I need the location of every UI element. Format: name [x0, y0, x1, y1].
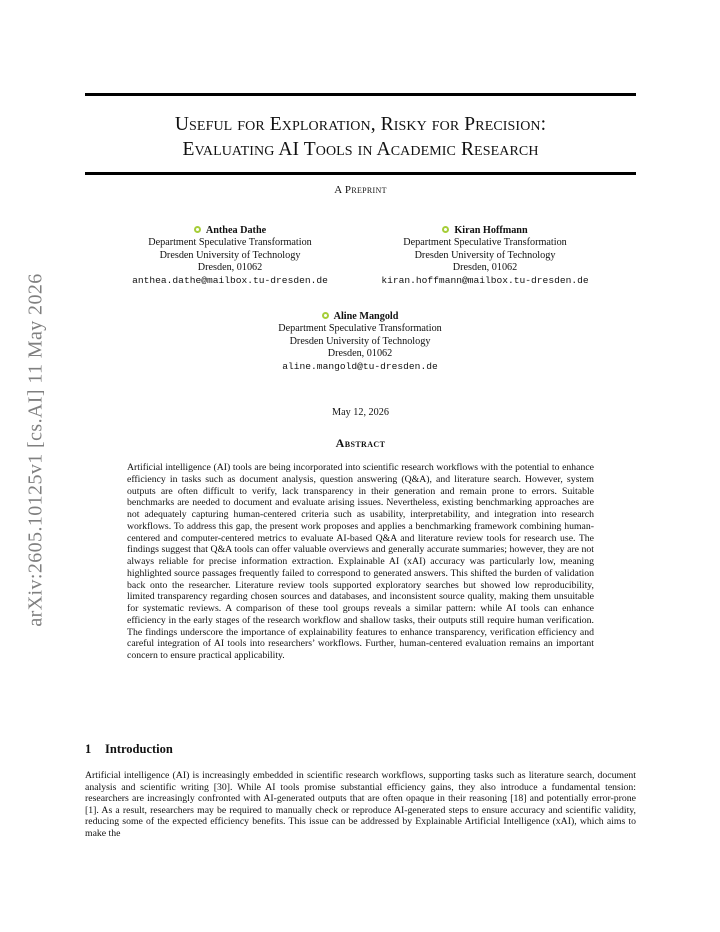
arxiv-identifier: arXiv:2605.10125v1 [cs.AI] 11 May 2026: [24, 273, 47, 627]
publication-date: May 12, 2026: [332, 407, 389, 418]
author-department: Department Speculative Transformation: [148, 237, 312, 249]
abstract-text: Artificial intelligence (AI) tools are being incorporated into scientific research workflows with the potential to enhance efficiency in tasks such as document analysis, question answering (Q&A), and literature search. However, system outputs are often difficult to verify, lack transparency in their generation and remain prone to errors. Suitable benchmarks are needed to document and evaluate arising issues. Nevertheless, existing benchmarking approaches are not adequately capturing human-centered criteria such as usability, interpretability, and integration into research workflows. To address this gap, the present work proposes and applies a benchmarking framework combining human-centered and computer-centered metrics to evaluate AI-based Q&A and literature review tools for research use. The findings suggest that Q&A tools can offer valuable overviews and generally accurate summaries; however, they are not always reliable for precise information extraction. Explainable AI (xAI) accuracy was particularly low, meaning highlighted source passages frequently failed to correspond to generated answers. This shifted the burden of validation back onto the researcher. Literature review tools supported exploratory searches but showed low reproducibility, limited transparency regarding chosen sources and databases, and inconsistent source quality, making them unsuitable for systematic reviews. A comparison of these tool groups reveals a similar pattern: while AI tools can enhance efficiency in the early stages of the research workflow and shallow tasks, their outputs still require human verification. The findings underscore the importance of explainability features to enhance transparency, verification efficiency and careful integration of AI tools into researchers’ workflows. Further, human-centered evaluation remains an important concern to ensure practical applicability.: [127, 462, 594, 661]
title-line-2: Evaluating AI Tools in Academic Research: [182, 139, 539, 160]
author-email[interactable]: anthea.dathe@mailbox.tu-dresden.de: [132, 274, 328, 286]
author-university: Dresden University of Technology: [414, 249, 556, 261]
orcid-icon[interactable]: [322, 312, 329, 319]
author-university: Dresden University of Technology: [159, 249, 301, 261]
orcid-icon[interactable]: [442, 226, 449, 233]
title-line-1: Useful for Exploration, Risky for Precision:: [174, 114, 547, 135]
author-block-mangold: [240, 311, 480, 373]
title-top-rule: [85, 93, 636, 96]
section-number: 1: [85, 742, 92, 756]
author-name: Anthea Dathe: [205, 225, 267, 236]
author-city: Dresden, 01062: [452, 262, 518, 274]
author-city: Dresden, 01062: [197, 262, 263, 274]
abstract-heading: Abstract: [335, 436, 386, 450]
author-email[interactable]: aline.mangold@tu-dresden.de: [282, 360, 438, 372]
author-city: Dresden, 01062: [327, 348, 393, 360]
author-department: Department Speculative Transformation: [278, 323, 442, 335]
author-email[interactable]: kiran.hoffmann@mailbox.tu-dresden.de: [381, 274, 589, 286]
author-name: Kiran Hoffmann: [454, 225, 528, 236]
preprint-label: A Preprint: [334, 184, 387, 196]
introduction-paragraph: Artificial intelligence (AI) is increasingly embedded in scientific research workflows, supporting tasks such as literature search, document analysis and scientific writing [30]. While AI tools promise substantial efficiency gains, they also introduce a fundamental tension: researchers are increasingly confronted with AI-generated outputs that are often opaque in their reasoning [18] and potentially error-prone [1]. As a result, researchers may be required to manually check or reproduce AI-generated steps to ensure accuracy and scientific validity, reducing some of the expected efficiency benefits. This issue can be addressed by Explainable Artificial Intelligence (xAI), which aims to make the: [85, 770, 636, 839]
author-name: Aline Mangold: [333, 311, 399, 322]
author-block-dathe: [110, 225, 350, 287]
section-heading-introduction: [85, 742, 173, 757]
author-block-hoffmann: [360, 225, 610, 287]
paper-title: [85, 112, 636, 162]
author-university: Dresden University of Technology: [289, 335, 431, 347]
section-title: Introduction: [105, 742, 173, 756]
author-department: Department Speculative Transformation: [403, 237, 567, 249]
title-bottom-rule: [85, 172, 636, 175]
orcid-icon[interactable]: [194, 226, 201, 233]
